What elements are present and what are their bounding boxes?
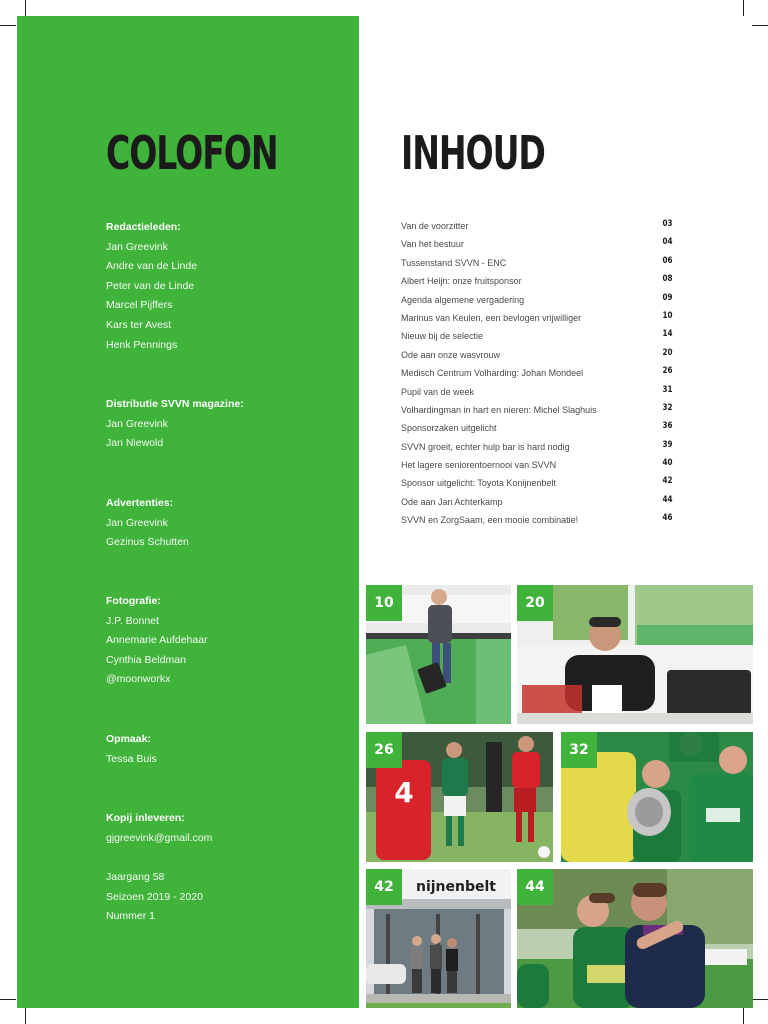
- credit-name: Andre van de Linde: [106, 260, 198, 273]
- page-badge: 26: [366, 732, 402, 768]
- toc-item-title: Albert Heijn: onze fruitsponsor: [401, 276, 522, 287]
- toc-item[interactable]: [401, 292, 676, 310]
- toc-item[interactable]: [401, 439, 676, 457]
- photo-page-42[interactable]: [366, 869, 511, 1008]
- toc-item[interactable]: [401, 236, 676, 254]
- toc-item-title: Pupil van de week: [401, 386, 475, 397]
- credit-name: Annemarie Aufdehaar: [106, 634, 208, 647]
- crop-mark: [25, 1008, 26, 1024]
- section-heading: Opmaak:: [106, 733, 151, 745]
- crop-mark: [0, 999, 16, 1000]
- footer-line: Jaargang 58: [106, 871, 165, 883]
- toc-item-title: Nieuw bij de selectie: [401, 331, 484, 342]
- colofon-section-fotografie: [106, 592, 346, 690]
- toc-item-page: 46: [662, 513, 673, 524]
- crop-mark: [752, 25, 768, 26]
- toc-item-page: 03: [662, 219, 673, 229]
- page-badge: 44: [517, 869, 553, 905]
- section-heading: Fotografie:: [106, 595, 161, 607]
- page-badge: 10: [366, 585, 402, 621]
- credit-name: Jan Greevink: [106, 516, 168, 529]
- credit-name: Cynthia Beldman: [106, 653, 186, 666]
- toc-item-page: 04: [662, 237, 673, 248]
- page-badge: 32: [561, 732, 597, 768]
- toc-item-title: Van de voorzitter: [401, 221, 469, 231]
- toc-item-title: Ode aan onze wasvrouw: [401, 349, 501, 360]
- section-heading: Distributie SVVN magazine:: [106, 398, 244, 410]
- crop-mark: [25, 0, 26, 16]
- toc-item-page: 20: [662, 347, 673, 358]
- credit-name: J.P. Bonnet: [106, 614, 159, 627]
- credit-name: Jan Greevink: [106, 240, 168, 253]
- toc-item-page: 06: [662, 255, 673, 266]
- credit-name: Peter van de Linde: [106, 279, 195, 292]
- showroom-sign-text: nijnenbelt: [415, 879, 497, 895]
- table-of-contents: [401, 218, 676, 531]
- photo-page-26[interactable]: [366, 732, 553, 862]
- toc-item-page: 14: [662, 329, 673, 340]
- crop-mark: [0, 25, 16, 26]
- section-heading: Redactieleden:: [106, 221, 181, 233]
- crop-mark: [752, 999, 768, 1000]
- toc-item[interactable]: [401, 310, 676, 328]
- shirt-number: 4: [394, 776, 414, 809]
- toc-item-title: Sponsorzaken uitgelicht: [401, 423, 497, 434]
- toc-item[interactable]: [401, 457, 676, 475]
- footer-line: Nummer 1: [106, 910, 156, 923]
- crop-mark: [743, 0, 744, 16]
- credit-name: Marcel Pijffers: [106, 299, 173, 312]
- toc-item-page: 40: [662, 458, 673, 469]
- toc-item-title: SVVN en ZorgSaam, een mooie combinatie!: [401, 515, 579, 526]
- toc-item-page: 08: [662, 274, 673, 285]
- page-badge: 20: [517, 585, 553, 621]
- toc-item-title: Tussenstand SVVN - ENC: [401, 257, 507, 268]
- colofon-section-advertenties: [106, 494, 346, 553]
- toc-item[interactable]: [401, 365, 676, 383]
- toc-item-page: 39: [662, 439, 673, 450]
- photo-page-44[interactable]: [517, 869, 753, 1008]
- toc-item-title: Sponsor uitgelicht: Toyota Konijnenbelt: [401, 478, 556, 489]
- toc-item[interactable]: [401, 255, 676, 273]
- toc-item-page: 09: [662, 292, 673, 303]
- credit-name: Tessa Buis: [106, 752, 157, 765]
- toc-item[interactable]: [401, 512, 676, 530]
- section-heading: Kopij inleveren:: [106, 812, 185, 824]
- credit-name: @moonworkx: [106, 673, 171, 686]
- toc-item[interactable]: [401, 273, 676, 291]
- toc-item-page: 10: [662, 310, 673, 321]
- colofon-title: COLOFON: [106, 126, 278, 180]
- credit-name: Jan Niewold: [106, 437, 164, 450]
- toc-item[interactable]: [401, 494, 676, 512]
- toc-item-title: Ode aan Jan Achterkamp: [401, 496, 503, 507]
- toc-item-page: 44: [662, 494, 673, 505]
- toc-item-title: Van het bestuur: [401, 239, 464, 250]
- toc-item-title: Medisch Centrum Volharding: Johan Mondeel: [401, 368, 584, 379]
- toc-item-title: Agenda algemene vergadering: [401, 294, 525, 305]
- email-address: gjgreevink@gmail.com: [106, 831, 213, 844]
- toc-item-page: 42: [662, 476, 673, 487]
- credit-name: Henk Pennings: [106, 338, 178, 351]
- toc-item-title: Marinus van Keulen, een bevlogen vrijwilliger: [401, 312, 582, 323]
- footer-line: Seizoen 2019 - 2020: [106, 890, 203, 903]
- toc-item-title: SVVN groeit, echter hulp bar is hard nodig: [401, 441, 570, 452]
- photo-page-32[interactable]: [561, 732, 753, 862]
- page-badge: 42: [366, 869, 402, 905]
- credit-name: Jan Greevink: [106, 417, 168, 430]
- toc-item-page: 31: [662, 384, 673, 395]
- colofon-footer: [106, 868, 346, 927]
- toc-item-page: 26: [662, 366, 673, 377]
- toc-item[interactable]: [401, 328, 676, 346]
- colofon-section-redactie: [106, 218, 346, 355]
- credit-name: Gezinus Schutten: [106, 536, 189, 549]
- crop-mark: [743, 1008, 744, 1024]
- inhoud-title: INHOUD: [401, 126, 545, 180]
- toc-item[interactable]: [401, 402, 676, 420]
- toc-item-page: 36: [662, 421, 673, 432]
- credit-name: Kars ter Avest: [106, 318, 172, 331]
- toc-item-page: 32: [662, 402, 673, 413]
- photo-page-20[interactable]: [517, 585, 753, 724]
- colofon-section-distributie: [106, 395, 346, 454]
- toc-item[interactable]: [401, 218, 676, 236]
- section-heading: Advertenties:: [106, 497, 174, 509]
- toc-item[interactable]: [401, 420, 676, 438]
- colofon-section-kopij: [106, 809, 346, 848]
- photo-page-10[interactable]: [366, 585, 511, 724]
- colofon-section-opmaak: [106, 730, 346, 769]
- toc-item[interactable]: [401, 475, 676, 493]
- toc-item[interactable]: [401, 347, 676, 365]
- toc-item[interactable]: [401, 384, 676, 402]
- toc-item-title: Volhardingman in hart en nieren: Michel Slaghuis: [401, 404, 597, 415]
- toc-item-title: Het lagere seniorentoernooi van SVVN: [401, 460, 557, 471]
